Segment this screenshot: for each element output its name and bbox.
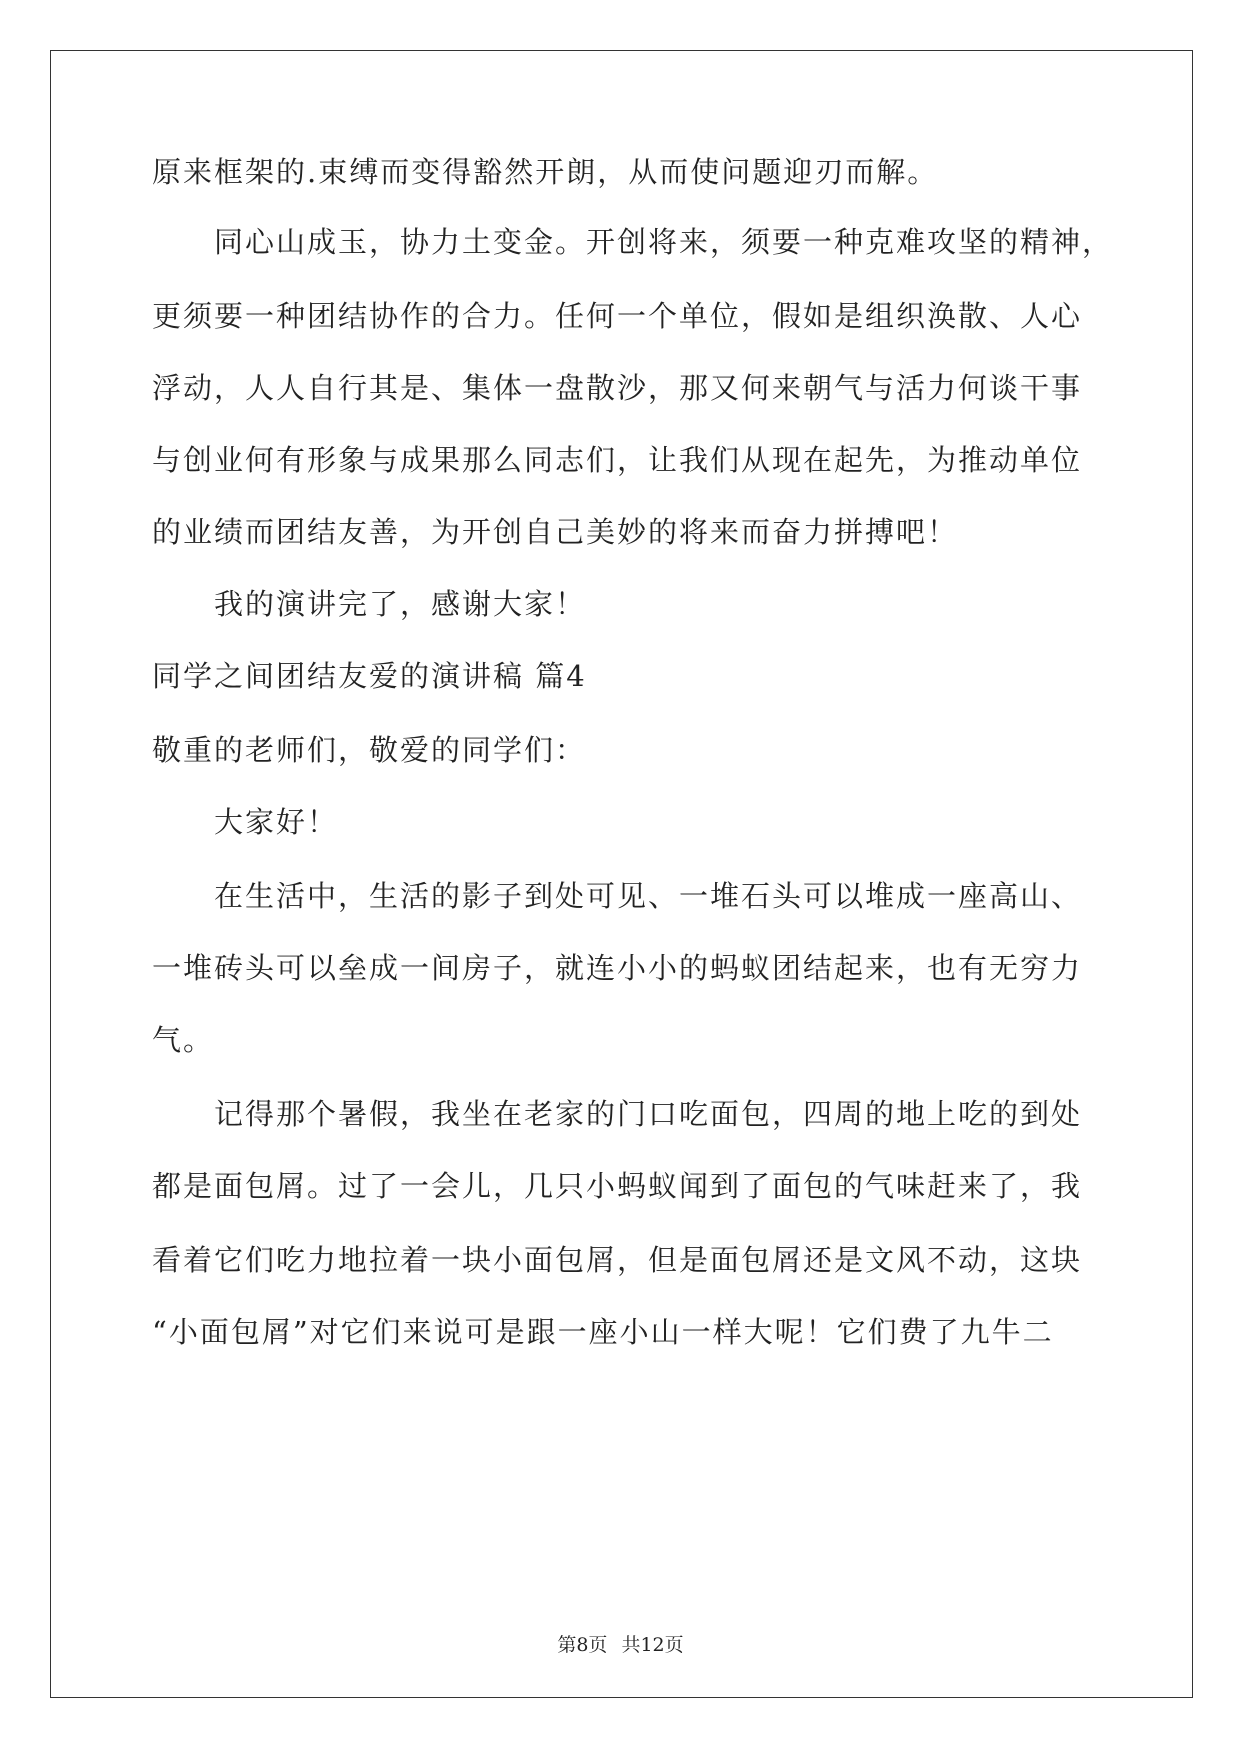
salutation: 敬重的老师们，敬爱的同学们： (152, 733, 587, 767)
text-line: 看着它们吃力地拉着一块小面包屑，但是面包屑还是文风不动，这块 (152, 1243, 1083, 1277)
paragraph-start: 记得那个暑假，我坐在老家的门口吃面包，四周的地上吃的到处 (214, 1097, 1083, 1131)
text-line: 气。 (152, 1023, 215, 1057)
text-line: 的业绩而团结友善，为开创自己美妙的将来而奋力拼搏吧！ (152, 515, 959, 549)
paragraph-start: 在生活中，生活的影子到处可见、一堆石头可以堆成一座高山、 (214, 879, 1083, 913)
text-line: 与创业何有形象与成果那么同志们，让我们从现在起先，为推动单位 (152, 443, 1083, 477)
text-line: “小面包屑”对它们来说可是跟一座小山一样大呢！它们费了九牛二 (152, 1315, 1054, 1349)
page-footer (0, 1630, 1241, 1657)
page-number: 第8页 (557, 1634, 608, 1656)
closing-line: 我的演讲完了，感谢大家！ (214, 587, 587, 621)
page-total: 共12页 (621, 1634, 684, 1656)
text-line: 浮动，人人自行其是、集体一盘散沙，那又何来朝气与活力何谈干事 (152, 371, 1083, 405)
text-line: 都是面包屑。过了一会儿，几只小蚂蚁闻到了面包的气味赶来了，我 (152, 1169, 1083, 1203)
text-line: 更须要一种团结协作的合力。任何一个单位，假如是组织涣散、人心 (152, 299, 1083, 333)
paragraph-start: 同心山成玉，协力土变金。开创将来，须要一种克难攻坚的精神， (214, 225, 1114, 259)
section-heading: 同学之间团结友爱的演讲稿 篇4 (152, 659, 587, 693)
greeting: 大家好！ (214, 805, 339, 839)
text-line: 一堆砖头可以垒成一间房子，就连小小的蚂蚁团结起来，也有无穷力 (152, 951, 1083, 985)
text-line: 原来框架的.束缚而变得豁然开朗，从而使问题迎刃而解。 (152, 155, 939, 189)
